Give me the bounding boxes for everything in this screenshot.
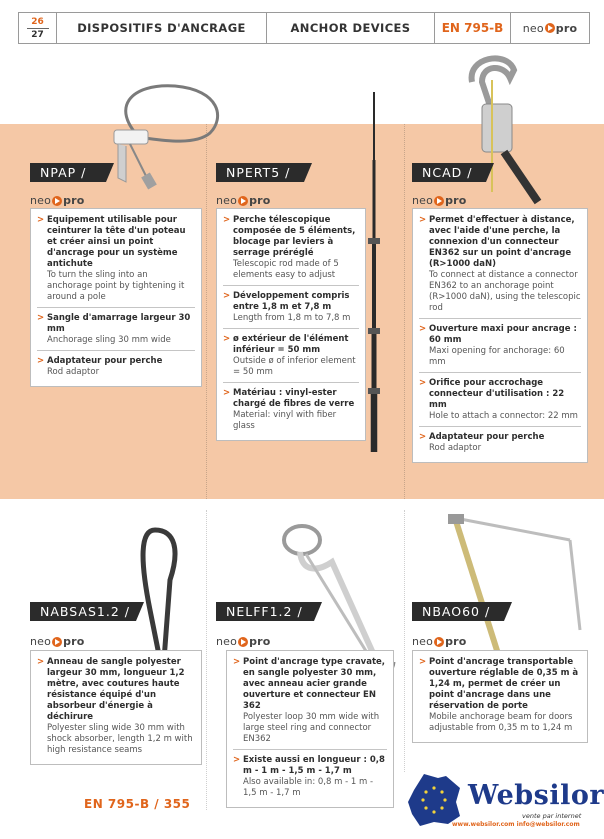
product-ref-nbao60: NBAO60 /	[412, 602, 504, 621]
title-fr: DISPOSITIFS D'ANCRAGE	[57, 13, 267, 43]
spec-item: > Matériau : vinyl-ester chargé de fibres de verre Material: vinyl with fiber glass	[223, 386, 359, 436]
page-number-bottom: 27	[31, 29, 44, 40]
spec-item: > Perche télescopique composée de 5 éléments, blocage par leviers à serrage préréglé Telescopic rod made of 5 elements easy to adjust	[223, 213, 359, 286]
product-card-npert5	[216, 208, 366, 441]
spec-item: > Anneau de sangle polyester largeur 30 mm, longueur 1,2 mètre, avec coutures haute résistance équipé d'un absorbeur d'énergie à déchirure Polyester sling wide 30 mm with shock absorber, length 1,2 m with high resistance seams	[37, 655, 195, 760]
spec-item: > Existe aussi en longueur : 0,8 m - 1 m - 1,5 m - 1,7 m Also available in: 0,8 m - 1 m - 1,5 m - 1,7 m	[233, 753, 387, 803]
spec-item: > Point d'ancrage type cravate, en sangle polyester 30 mm, avec anneau acier grande ouverture et connecteur EN 362 Polyester loop 30 mm wide with large steel ring and connector EN362	[233, 655, 387, 750]
ncad-image	[452, 52, 562, 212]
brand-arrow-icon	[238, 196, 248, 206]
brand-arrow-icon	[434, 196, 444, 206]
separator	[404, 510, 405, 772]
npap-image	[100, 78, 230, 193]
spec-item: > Ouverture maxi pour ancrage : 60 mm Maxi opening for anchorage: 60 mm	[419, 322, 581, 373]
neopro-logo: neo pro	[30, 635, 85, 648]
spec-item: > Développement compris entre 1,8 m et 7,8 m Length from 1,8 m to 7,8 m	[223, 289, 359, 329]
websilor-logo	[404, 768, 604, 834]
spec-item: > Point d'ancrage transportable ouverture réglable de 0,35 m à 1,24 m, permet de créer un point d'ancrage dans une réservation de porte Mobile anchorage beam for doors adjustable from 0,35 m to 1,24 m	[419, 655, 581, 738]
footer-reference: EN 795-B / 355	[84, 797, 191, 811]
neopro-logo: neo pro	[30, 194, 85, 207]
brand-arrow-icon	[545, 23, 555, 33]
spec-item: > Permet d'effectuer à distance, avec l'aide d'une perche, la connexion d'un connecteur EN362 sur un point d'ancrage (R>1000 daN) To connect at distance a connector EN362 to an anchorage point (R>1000 daN), using the telescopic rod	[419, 213, 581, 319]
product-card-npap	[30, 208, 202, 387]
spec-item: > Adaptateur pour perche Rod adaptor	[37, 354, 195, 382]
spec-item: > ø extérieur de l'élément inférieur = 50 mm Outside ø of inferior element = 50 mm	[223, 332, 359, 383]
spec-item: > Adaptateur pour perche Rod adaptor	[419, 430, 581, 458]
neopro-logo: neo pro	[216, 194, 271, 207]
brand-arrow-icon	[52, 196, 62, 206]
spec-item: > Orifice pour accrochage connecteur d'utilisation : 22 mm Hole to attach a connector: 22 mm	[419, 376, 581, 427]
product-ref-npert5: NPERT5 /	[216, 163, 304, 182]
product-card-ncad	[412, 208, 588, 463]
product-ref-ncad: NCAD /	[412, 163, 486, 182]
neopro-logo: neo pro	[412, 194, 467, 207]
product-ref-npap: NPAP /	[30, 163, 106, 182]
brand-neo: neo	[522, 21, 544, 35]
product-card-nbao60	[412, 650, 588, 743]
france-map-icon	[404, 772, 464, 828]
neopro-logo: neo pro	[412, 635, 467, 648]
page-numbers	[19, 13, 57, 43]
websilor-wordmark: Websilor	[468, 780, 604, 811]
product-card-nabsas	[30, 650, 202, 765]
product-card-nelff	[226, 650, 394, 808]
product-ref-nabsas: NABSAS1.2 /	[30, 602, 136, 621]
spec-item: > Equipement utilisable pour ceinturer la tête d'un poteau et créer ainsi un point d'ancrage pour un système antichute To turn the sling into an anchorage point by tightening it around a pole	[37, 213, 195, 308]
separator	[206, 510, 207, 810]
product-ref-nelff: NELFF1.2 /	[216, 602, 314, 621]
page-header	[18, 12, 590, 44]
brand-arrow-icon	[434, 637, 444, 647]
page-number-top: 26	[27, 16, 49, 29]
standard-label: EN 795-B	[435, 13, 511, 43]
header-brand-logo	[511, 13, 589, 43]
spec-item: > Sangle d'amarrage largeur 30 mm Anchorage sling 30 mm wide	[37, 311, 195, 351]
brand-arrow-icon	[52, 637, 62, 647]
neopro-logo: neo pro	[216, 635, 271, 648]
title-en: ANCHOR DEVICES	[267, 13, 435, 43]
brand-arrow-icon	[238, 637, 248, 647]
websilor-url: www.websilor.com info@websilor.com	[452, 821, 580, 828]
separator	[404, 124, 405, 499]
brand-pro: pro	[555, 21, 578, 35]
websilor-tagline: vente par internet	[522, 812, 582, 820]
